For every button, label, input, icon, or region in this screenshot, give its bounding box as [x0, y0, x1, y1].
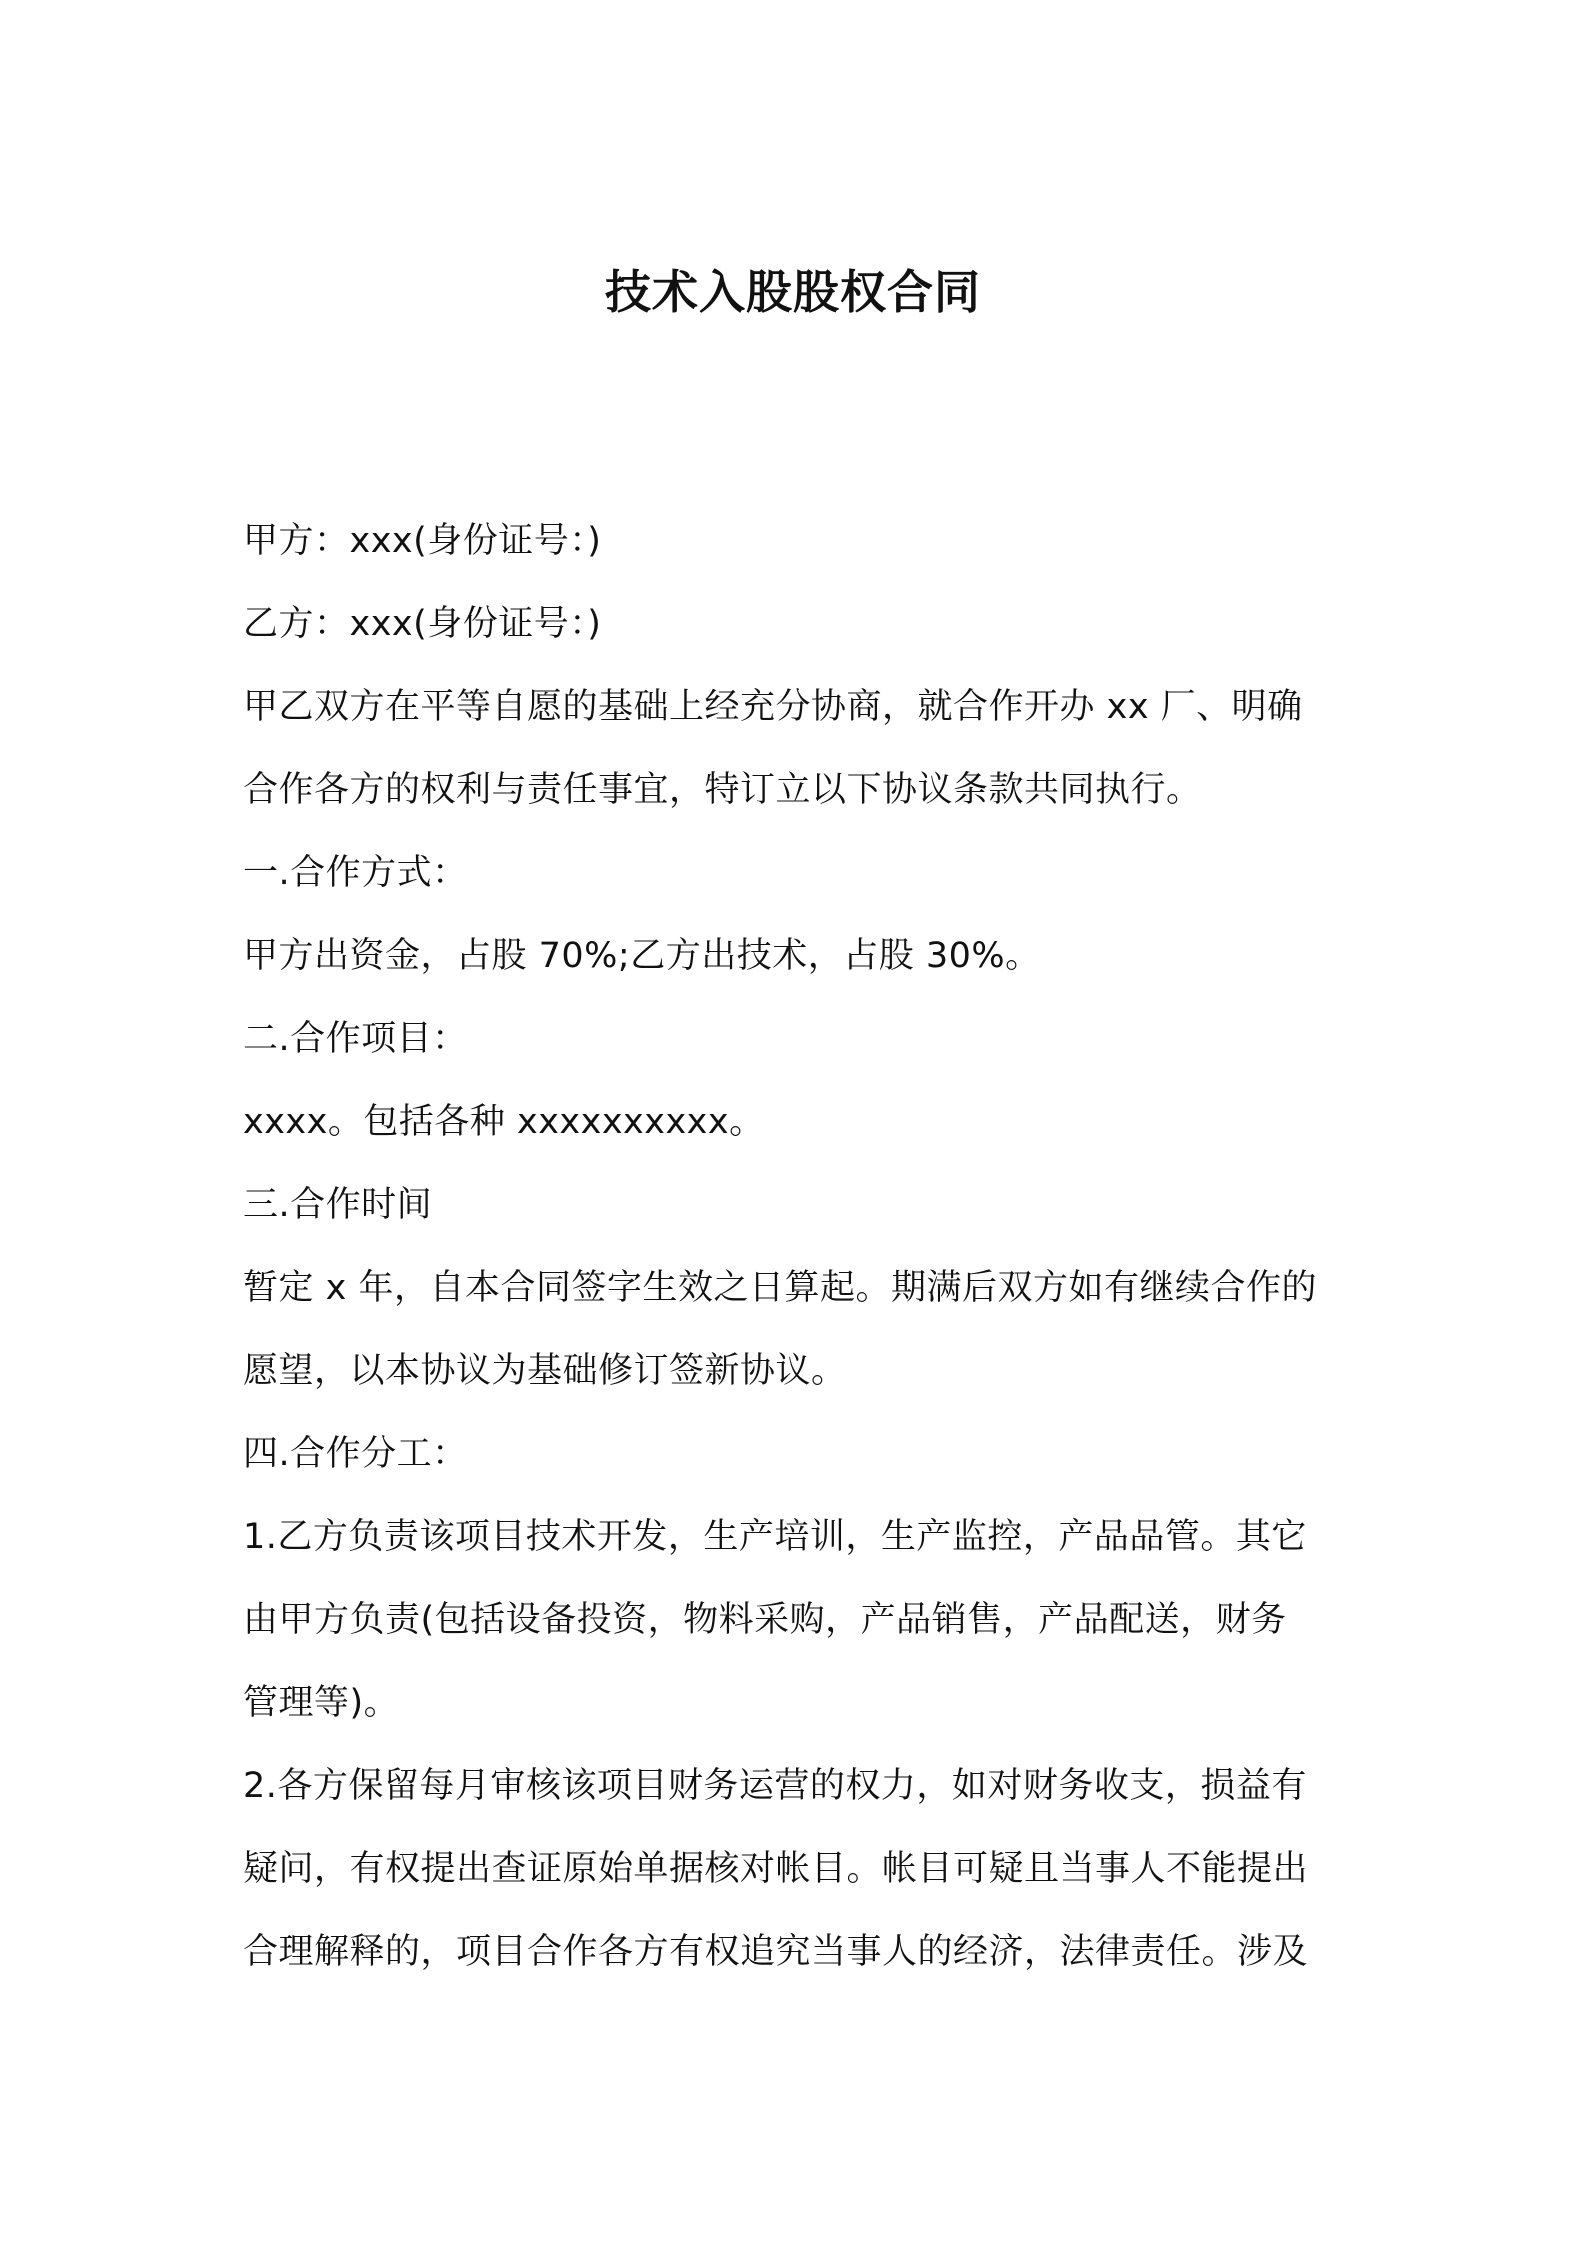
clause-1-line-1: 1.乙方负责该项目技术开发，生产培训，生产监控，产品品管。其它: [243, 1517, 1307, 1557]
cooperation-method-text: 甲方出资金，占股 70%;乙方出技术，占股 30%。: [243, 936, 1041, 976]
section-heading-cooperation-time: 三.合作时间: [243, 1185, 433, 1225]
clause-2-line-3: 合理解释的，项目合作各方有权追究当事人的经济，法律责任。涉及: [243, 1932, 1309, 1972]
clause-2-line-1: 2.各方保留每月审核该项目财务运营的权力，如对财务收支，损益有: [243, 1766, 1307, 1806]
document-title: 技术入股股权合同: [605, 265, 981, 319]
cooperation-project-text: xxxx。包括各种 xxxxxxxxxx。: [243, 1102, 765, 1142]
preamble-line-2: 合作各方的权利与责任事宜，特订立以下协议条款共同执行。: [243, 770, 1202, 810]
cooperation-time-line-2: 愿望，以本协议为基础修订签新协议。: [243, 1351, 847, 1391]
cooperation-time-line-1: 暂定 x 年，自本合同签字生效之日算起。期满后双方如有继续合作的: [243, 1268, 1317, 1308]
section-heading-cooperation-project: 二.合作项目：: [243, 1019, 468, 1059]
clause-1-line-3: 管理等)。: [243, 1683, 400, 1723]
party-b-line: 乙方：xxx(身份证号：): [243, 604, 602, 644]
section-heading-cooperation-method: 一.合作方式：: [243, 853, 468, 893]
clause-1-line-2: 由甲方负责(包括设备投资，物料采购，产品销售，产品配送，财务: [243, 1600, 1287, 1640]
clause-2-line-2: 疑问，有权提出查证原始单据核对帐目。帐目可疑且当事人不能提出: [243, 1849, 1309, 1889]
preamble-line-1: 甲乙双方在平等自愿的基础上经充分协商，就合作开办 xx 厂、明确: [243, 687, 1303, 727]
document-body: [243, 500, 1358, 1994]
party-a-line: 甲方：xxx(身份证号：): [243, 521, 602, 561]
section-heading-division-of-labor: 四.合作分工：: [243, 1434, 468, 1474]
